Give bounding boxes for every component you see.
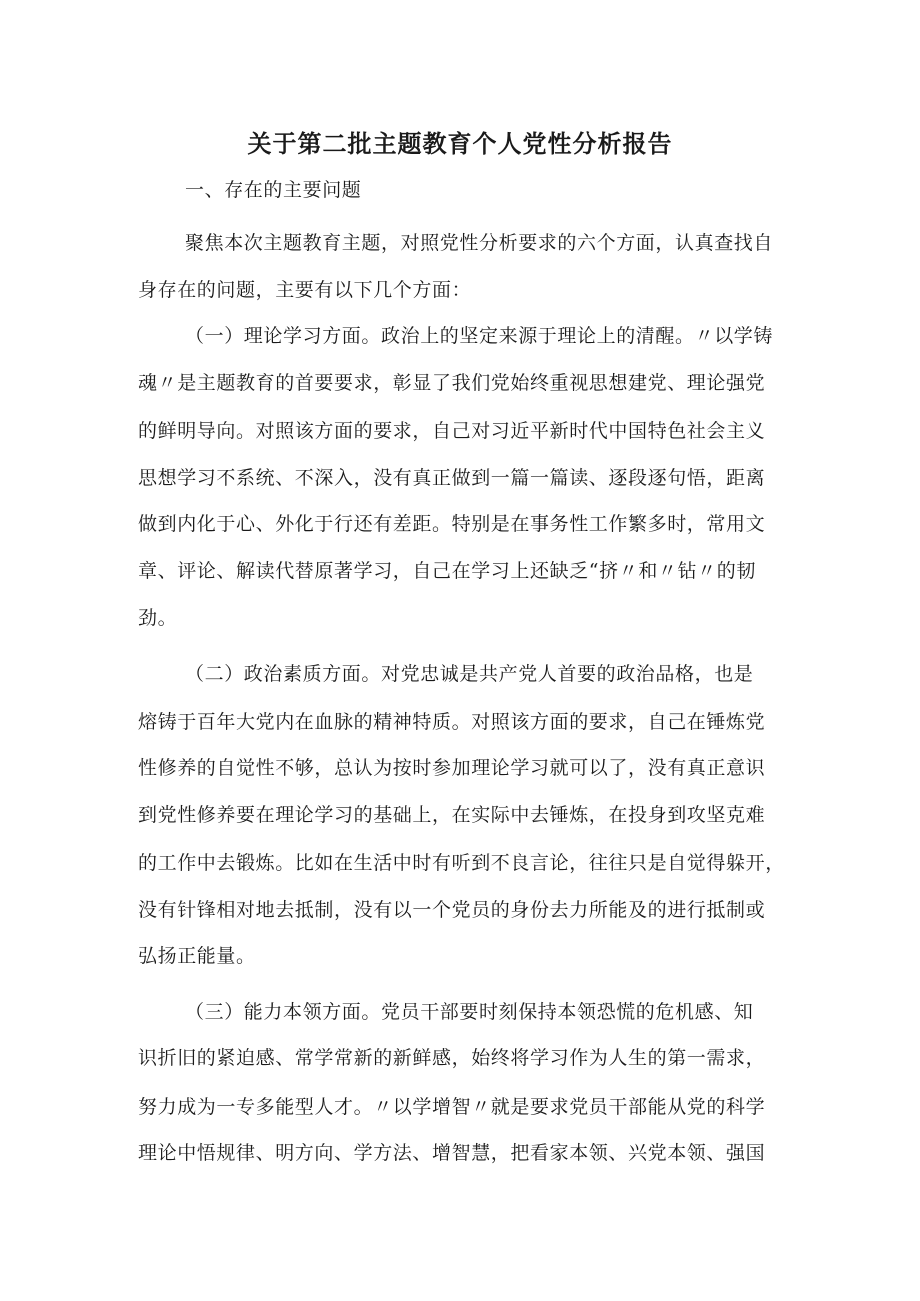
paragraph-2-line: 熔铸于百年大党内在血脉的精神特质。对照该方面的要求，自己在锤炼党 bbox=[138, 711, 766, 733]
paragraph-1-line: （一）理论学习方面。政治上的坚定来源于理论上的清醒。〃以学铸 bbox=[185, 325, 774, 347]
paragraph-1-line: 做到内化于心、外化于行还有差距。特别是在事务性工作繁多时，常用文 bbox=[138, 513, 766, 535]
paragraph-3-line: 努力成为一专多能型人才。〃以学增智〃就是要求党员干部能从党的科学 bbox=[138, 1096, 766, 1118]
paragraph-3-line: 识折旧的紧迫感、常学常新的新鲜感，始终将学习作为人生的第一需求， bbox=[138, 1047, 766, 1069]
paragraph-3-line: 理论中悟规律、明方向、学方法、增智慧，把看家本领、兴党本领、强国 bbox=[138, 1142, 766, 1164]
paragraph-1-line: 魂〃是主题教育的首要要求，彰显了我们党始终重视思想建党、理论强党 bbox=[138, 372, 766, 394]
paragraph-1-line: 劲。 bbox=[138, 607, 178, 629]
intro-line: 身存在的问题，主要有以下几个方面： bbox=[138, 279, 472, 301]
paragraph-2-line: 弘扬正能量。 bbox=[138, 945, 256, 967]
intro-line: 聚焦本次主题教育主题，对照党性分析要求的六个方面，认真查找自 bbox=[185, 232, 774, 254]
section-heading: 一、存在的主要问题 bbox=[185, 179, 362, 201]
paragraph-2-line: 到党性修养要在理论学习的基础上，在实际中去锤炼，在投身到攻坚克难 bbox=[138, 804, 766, 826]
paragraph-2-line: 性修养的自觉性不够，总认为按时参加理论学习就可以了，没有真正意识 bbox=[138, 757, 766, 779]
paragraph-1-line: 的鲜明导向。对照该方面的要求，自己对习近平新时代中国特色社会主义 bbox=[138, 420, 766, 442]
paragraph-1-line: 思想学习不系统、不深入，没有真正做到一篇一篇读、逐段逐句悟，距离 bbox=[138, 467, 766, 489]
paragraph-2-line: 的工作中去锻炼。比如在生活中时有听到不良言论，往往只是自觉得躲开， bbox=[138, 852, 785, 874]
paragraph-2-line: 没有针锋相对地去抵制，没有以一个党员的身份去力所能及的进行抵制或 bbox=[138, 899, 766, 921]
paragraph-3-line: （三）能力本领方面。党员干部要时刻保持本领恐慌的危机感、知 bbox=[185, 1001, 754, 1023]
paragraph-1-line: 章、评论、解读代替原著学习，自己在学习上还缺乏“挤〃和〃钻〃的韧 bbox=[138, 560, 756, 582]
document-title: 关于第二批主题教育个人党性分析报告 bbox=[247, 130, 673, 158]
paragraph-2-line: （二）政治素质方面。对党忠诚是共产党人首要的政治品格，也是 bbox=[185, 663, 754, 685]
